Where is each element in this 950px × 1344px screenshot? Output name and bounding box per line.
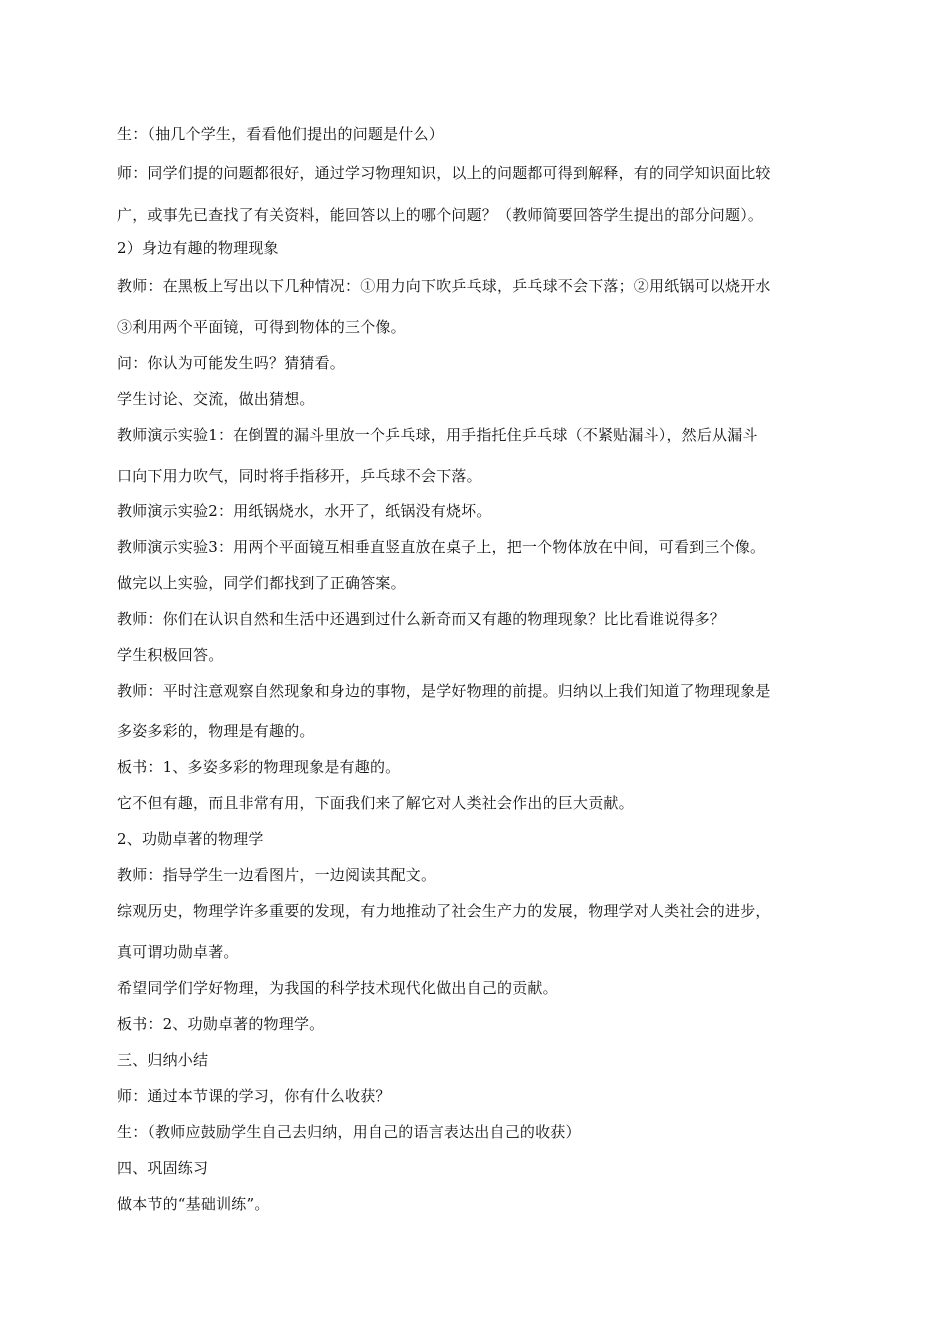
text-line: 教师演示实验3：用两个平面镜互相垂直竖直放在桌子上，把一个物体放在中间，可看到三个像。: [117, 538, 766, 556]
section-heading: 四、巩固练习: [117, 1159, 209, 1177]
text-line: 生：（教师应鼓励学生自己去归纳，用自己的语言表达出自己的收获）: [117, 1123, 581, 1141]
text-line: ③利用两个平面镜，可得到物体的三个像。: [117, 318, 406, 336]
text-line: 希望同学们学好物理，为我国的科学技术现代化做出自己的贡献。: [117, 979, 558, 997]
section-heading: 2）身边有趣的物理现象: [117, 239, 279, 257]
text-line: 师：通过本节课的学习，你有什么收获？: [117, 1087, 391, 1105]
text-line: 师：同学们提的问题都很好，通过学习物理知识，以上的问题都可得到解释，有的同学知识面比较: [117, 164, 771, 182]
text-line: 教师演示实验1：在倒置的漏斗里放一个乒乓球，用手指托住乒乓球（不紧贴漏斗），然后从漏斗: [117, 426, 758, 444]
text-line: 教师：平时注意观察自然现象和身边的事物，是学好物理的前提。归纳以上我们知道了物理现象是: [117, 682, 771, 700]
section-heading: 三、归纳小结: [117, 1051, 209, 1069]
text-line: 口向下用力吹气，同时将手指移开，乒乓球不会下落。: [117, 467, 482, 485]
text-line: 多姿多彩的，物理是有趣的。: [117, 722, 315, 740]
text-line: 广，或事先已查找了有关资料，能回答以上的哪个问题？（教师简要回答学生提出的部分问题）。: [117, 206, 764, 224]
text-line: 真可谓功勋卓著。: [117, 943, 239, 961]
text-line: 做本节的“基础训练”。: [117, 1195, 270, 1213]
text-line: 做完以上实验，同学们都找到了正确答案。: [117, 574, 406, 592]
text-line: 问：你认为可能发生吗？猜猜看。: [117, 354, 346, 372]
text-line: 教师：你们在认识自然和生活中还遇到过什么新奇而又有趣的物理现象？比比看谁说得多？: [117, 610, 726, 628]
board-note: 板书：2、功勋卓著的物理学。: [117, 1015, 325, 1033]
text-line: 学生积极回答。: [117, 646, 224, 664]
text-line: 教师演示实验2：用纸锅烧水，水开了，纸锅没有烧坏。: [117, 502, 492, 520]
text-line: 学生讨论、交流，做出猜想。: [117, 390, 315, 408]
text-line: 生：（抽几个学生，看看他们提出的问题是什么）: [117, 125, 444, 143]
section-heading: 2、功勋卓著的物理学: [117, 830, 264, 848]
text-line: 教师：指导学生一边看图片，一边阅读其配文。: [117, 866, 437, 884]
text-line: 它不但有趣，而且非常有用，下面我们来了解它对人类社会作出的巨大贡献。: [117, 794, 634, 812]
board-note: 板书：1、多姿多彩的物理现象是有趣的。: [117, 758, 401, 776]
text-line: 教师：在黑板上写出以下几种情况：①用力向下吹乒乓球，乒乓球不会下落；②用纸锅可以烧开水: [117, 277, 771, 295]
text-line: 综观历史，物理学许多重要的发现，有力地推动了社会生产力的发展，物理学对人类社会的进步，: [117, 902, 771, 920]
